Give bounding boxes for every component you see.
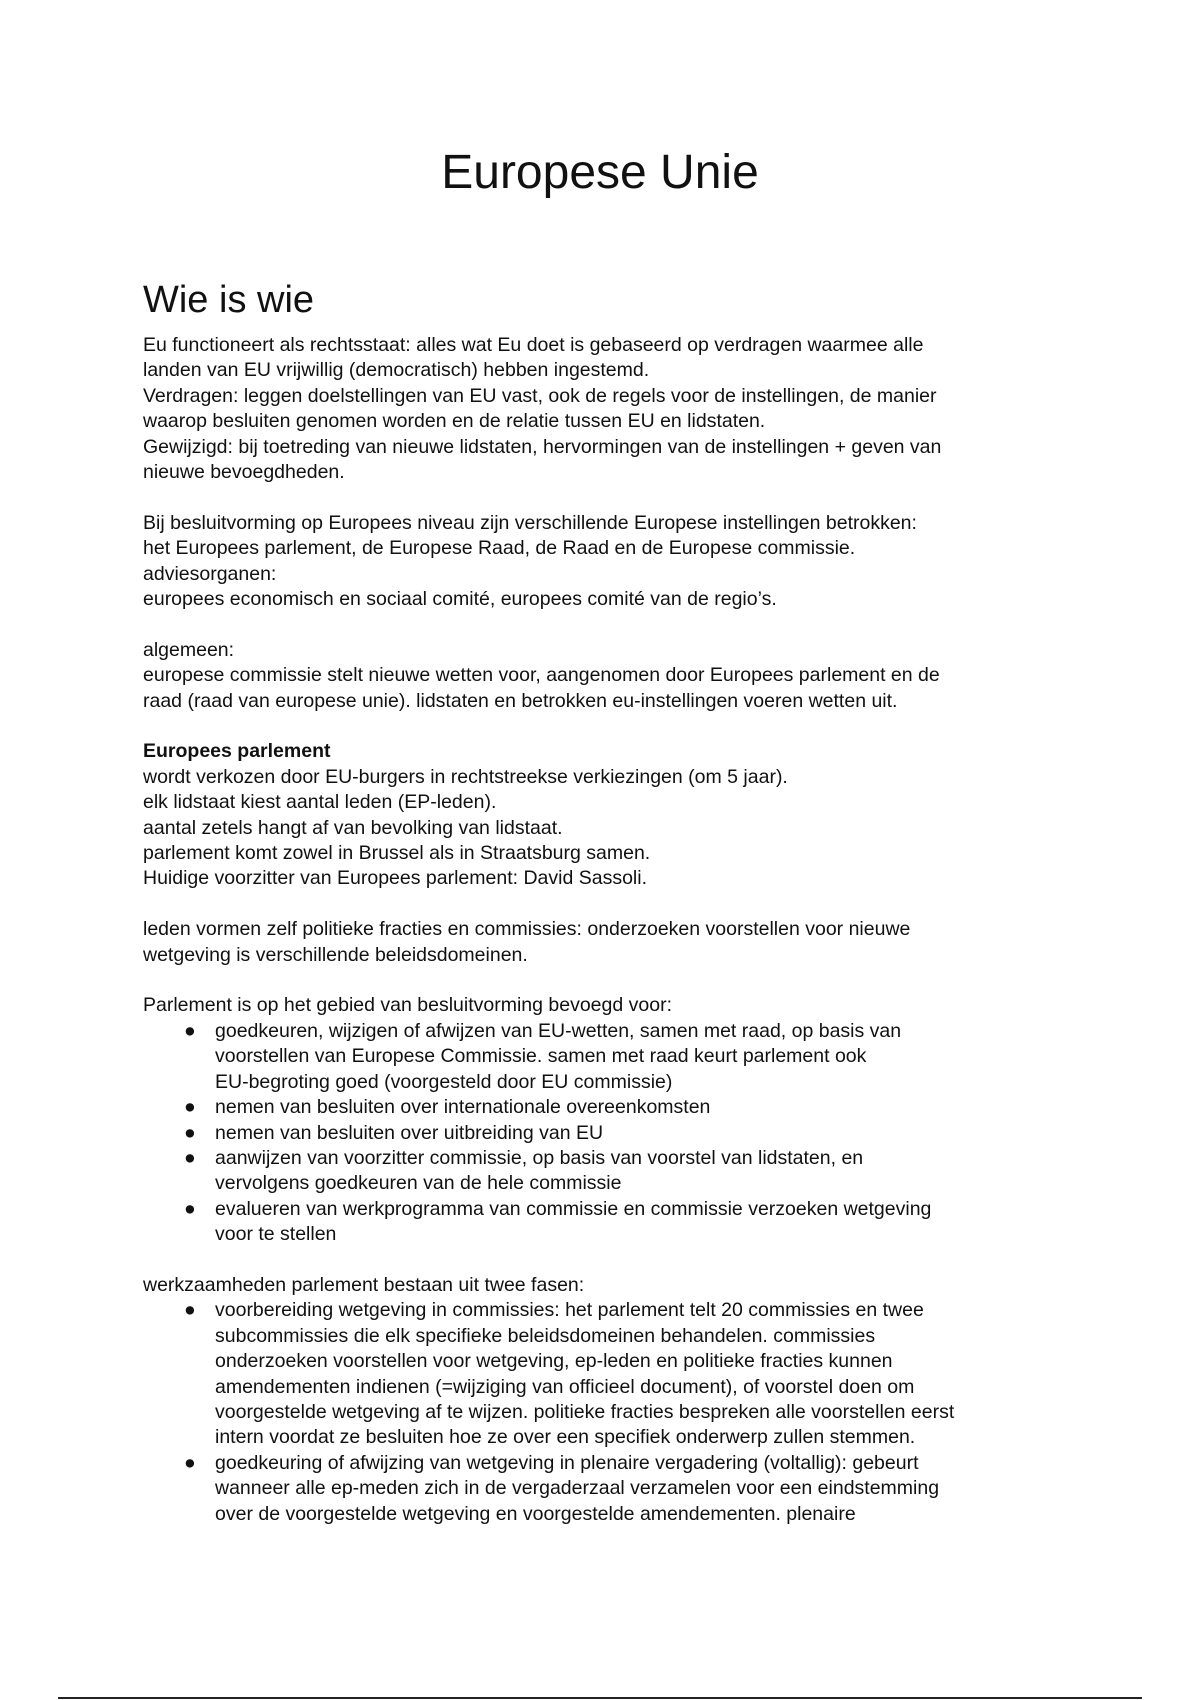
list-item-line: EU-begroting goed (voorgesteld door EU commissie) [215,1070,673,1093]
text-line: leden vormen zelf politieke fracties en commissies: onderzoeken voorstellen voor nieuwe [143,918,911,941]
text-line: algemeen: [143,638,235,661]
bullet-icon: ● [184,1299,196,1322]
list-item [143,1019,1073,1095]
list-item-line: voorgestelde wetgeving af te wijzen. politieke fracties bespreken alle voorstellen eerst [215,1400,955,1423]
list-item-line: voorstellen van Europese Commissie. samen met raad keurt parlement ook [215,1045,867,1068]
list-item-line: vervolgens goedkeuren van de hele commissie [215,1172,622,1195]
bullet-icon: ● [184,1451,196,1474]
list-item-line: onderzoeken voorstellen voor wetgeving, ep-leden en politieke fracties kunnen [215,1350,893,1373]
fracties-paragraph [143,917,1073,968]
besluitvorming-paragraph [143,511,1073,613]
bullet-icon: ● [184,1019,196,1042]
list-item [143,1121,1073,1146]
intro-paragraph [143,333,1073,485]
list-item [143,1095,1073,1120]
list-item-line: amendementen indienen (=wijziging van officieel document), of voorstel doen om [215,1375,915,1398]
text-line: Huidige voorzitter van Europees parlement: David Sassoli. [143,867,648,890]
algemeen-paragraph [143,638,1073,714]
text-line: Gewijzigd: bij toetreding van nieuwe lidstaten, hervormingen van de instellingen + geven van [143,435,942,458]
text-line: wetgeving is verschillende beleidsdomeinen. [143,943,528,966]
list-item-line: wanneer alle ep-meden zich in de vergaderzaal verzamelen voor een eindstemming [215,1477,940,1500]
page-bottom-rule [58,1697,1142,1699]
section-heading: Wie is wie [143,279,315,321]
subsection-heading: Europees parlement [143,740,331,763]
text-line: aantal zetels hangt af van bevolking van lidstaat. [143,816,563,839]
text-line: Verdragen: leggen doelstellingen van EU vast, ook de regels voor de instellingen, de manier [143,384,937,407]
list-intro: werkzaamheden parlement bestaan uit twee fasen: [143,1273,585,1296]
text-line: raad (raad van europese unie). lidstaten en betrokken eu-instellingen voeren wetten uit. [143,689,898,712]
list-item-line: over de voorgestelde wetgeving en voorgestelde amendementen. plenaire [215,1502,856,1525]
text-line: europees economisch en sociaal comité, europees comité van de regio’s. [143,588,777,611]
bullet-icon: ● [184,1121,196,1144]
bullet-icon: ● [184,1146,196,1169]
list-item-line: goedkeuring of afwijzing van wetgeving in plenaire vergadering (voltallig): gebeurt [215,1451,919,1474]
werkzaamheden-list [143,1298,1073,1527]
werkzaamheden-section [143,1273,1073,1527]
text-line: europese commissie stelt nieuwe wetten voor, aangenomen door Europees parlement en de [143,664,940,687]
text-line: het Europees parlement, de Europese Raad, de Raad en de Europese commissie. [143,537,856,560]
text-line: landen van EU vrijwillig (democratisch) hebben ingestemd. [143,359,650,382]
list-item-line: aanwijzen van voorzitter commissie, op basis van voorstel van lidstaten, en [215,1146,864,1169]
list-item-line: intern voordat ze besluiten hoe ze over een specifiek onderwerp zullen stemmen. [215,1426,916,1449]
text-line: parlement komt zowel in Brussel als in Straatsburg samen. [143,842,651,865]
bullet-icon: ● [184,1197,196,1220]
document-body [143,278,1073,1527]
bevoegdheden-section [143,993,1073,1247]
list-item-line: subcommissies die elk specifieke beleidsdomeinen behandelen. commissies [215,1324,876,1347]
text-line: waarop besluiten genomen worden en de relatie tussen EU en lidstaten. [143,410,766,433]
list-intro: Parlement is op het gebied van besluitvorming bevoegd voor: [143,994,672,1017]
text-line: Eu functioneert als rechtsstaat: alles wat Eu doet is gebaseerd op verdragen waarmee alle [143,334,924,356]
list-item-line: evalueren van werkprogramma van commissie en commissie verzoeken wetgeving [215,1197,932,1220]
list-item [143,1197,1073,1248]
list-item-line: voor te stellen [215,1223,337,1246]
text-line: nieuwe bevoegdheden. [143,461,345,484]
text-line: wordt verkozen door EU-burgers in rechtstreekse verkiezingen (om 5 jaar). [143,765,788,788]
list-item-line: nemen van besluiten over internationale overeenkomsten [215,1096,711,1119]
text-line: adviesorganen: [143,562,277,585]
text-line: Bij besluitvorming op Europees niveau zijn verschillende Europese instellingen betrokken: [143,511,917,534]
list-item-line: nemen van besluiten over uitbreiding van EU [215,1121,604,1144]
bevoegdheden-list [143,1019,1073,1248]
document-title: Europese Unie [441,146,759,199]
list-item-line: goedkeuren, wijzigen of afwijzen van EU-wetten, samen met raad, op basis van [215,1019,902,1042]
list-item-line: voorbereiding wetgeving in commissies: het parlement telt 20 commissies en twee [215,1299,924,1322]
list-item [143,1451,1073,1527]
parlement-section [143,739,1073,891]
list-item [143,1146,1073,1197]
bullet-icon: ● [184,1096,196,1119]
text-line: elk lidstaat kiest aantal leden (EP-leden). [143,791,497,814]
list-item [143,1298,1073,1450]
